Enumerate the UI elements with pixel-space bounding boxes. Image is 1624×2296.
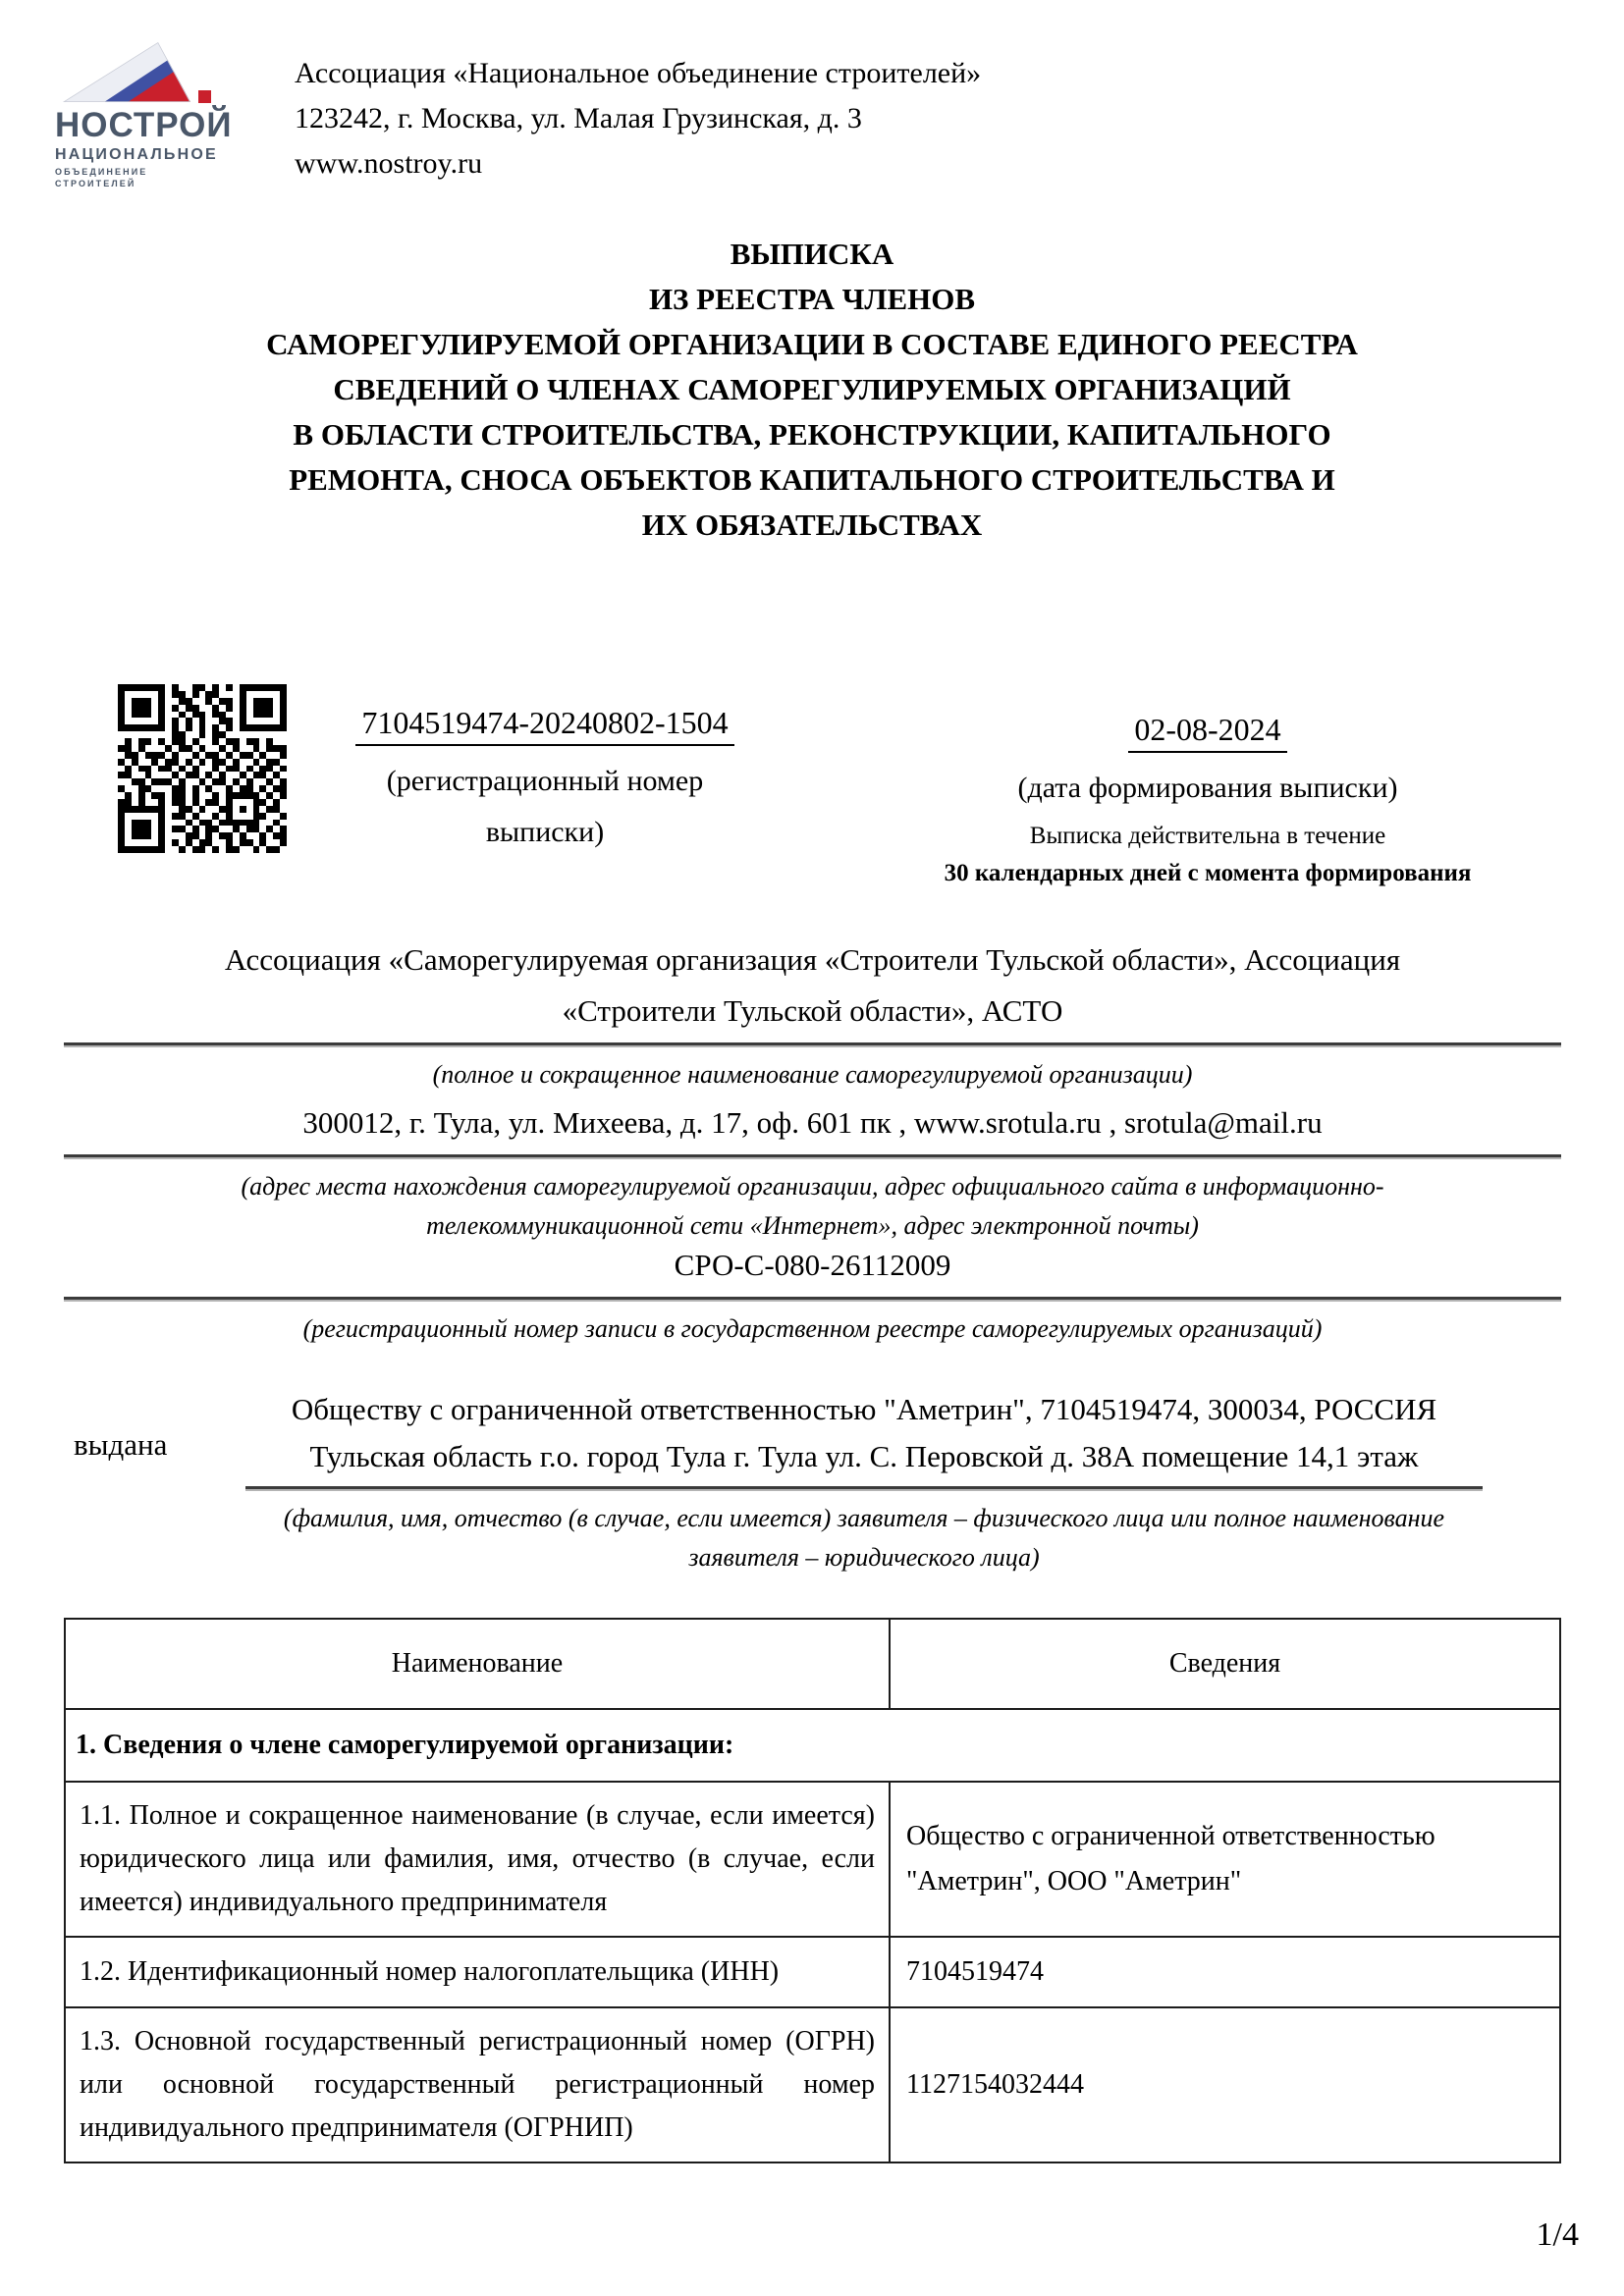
- page-number: 1/4: [1536, 2216, 1579, 2253]
- table-row: [65, 2007, 1560, 2163]
- extract-date: 02-08-2024: [1128, 712, 1286, 753]
- association-name: Ассоциация «Национальное объединение строителей»: [295, 57, 982, 89]
- title-line: ИХ ОБЯЗАТЕЛЬСТВАХ: [641, 507, 983, 542]
- issued-to-section: [64, 1386, 1561, 1577]
- underline-rule: [64, 1154, 1561, 1157]
- issued-caption-1: (фамилия, имя, отчество (в случае, если имеется) заявителя – физического лица или полное наименование: [283, 1504, 1445, 1532]
- association-address: 123242, г. Москва, ул. Малая Грузинская, д. 3: [295, 102, 862, 134]
- table-row: [65, 1782, 1560, 1937]
- extract-number-block: [275, 705, 815, 852]
- title-line: В ОБЛАСТИ СТРОИТЕЛЬСТВА, РЕКОНСТРУКЦИИ, КАПИТАЛЬНОГО: [293, 417, 1331, 452]
- document-title: [0, 232, 1624, 548]
- sro-name-line1: Ассоциация «Саморегулируемая организация «Строители Тульской области», Ассоциация: [224, 942, 1401, 977]
- column-header-name: Наименование: [65, 1619, 890, 1709]
- sro-address-field: [64, 1097, 1561, 1246]
- extract-date-block: [918, 712, 1497, 890]
- section-1-title: 1. Сведения о члене саморегулируемой организации:: [65, 1709, 1560, 1782]
- row-1-3-name: 1.3. Основной государственный регистрационный номер (ОГРН) или основной государственный регистрационный номер индивидуального предпринимателя (ОГРНИП): [65, 2007, 890, 2163]
- column-header-details: Сведения: [890, 1619, 1560, 1709]
- extract-date-caption: (дата формирования выписки): [1017, 772, 1398, 804]
- sro-address-caption-2: телекоммуникационной сети «Интернет», адрес электронной почты): [426, 1211, 1199, 1240]
- qr-code: [118, 684, 287, 853]
- row-1-1-name: 1.1. Полное и сокращенное наименование (в случае, если имеется) юридического лица или фамилия, имя, отчество (в случае, если имеется) индивидуального предпринимателя: [65, 1782, 890, 1937]
- sro-registry-field: [64, 1240, 1561, 1349]
- sro-registry-caption: (регистрационный номер записи в государственном реестре саморегулируемых организаций): [302, 1314, 1323, 1343]
- extract-number: 7104519474-20240802-1504: [355, 705, 733, 746]
- title-line: ИЗ РЕЕСТРА ЧЛЕНОВ: [648, 282, 976, 316]
- validity-note-1: Выписка действительна в течение: [1029, 823, 1386, 849]
- sro-name-line2: «Строители Тульской области», АСТО: [562, 993, 1063, 1028]
- mountain-flag-icon: [61, 39, 216, 106]
- validity-note-2: 30 календарных дней с момента формирования: [944, 860, 1472, 886]
- sro-registry-number: СРО-С-080-26112009: [674, 1248, 951, 1282]
- sro-name-caption: (полное и сокращенное наименование саморегулируемой организации): [432, 1060, 1193, 1089]
- title-line: РЕМОНТА, СНОСА ОБЪЕКТОВ КАПИТАЛЬНОГО СТРОИТЕЛЬСТВА И: [289, 462, 1335, 497]
- member-info-table: [64, 1618, 1561, 2163]
- title-line: СВЕДЕНИЙ О ЧЛЕНАХ САМОРЕГУЛИРУЕМЫХ ОРГАНИЗАЦИЙ: [333, 372, 1291, 406]
- row-1-1-value: Общество с ограниченной ответственностью "Аметрин", ООО "Аметрин": [890, 1782, 1560, 1937]
- sro-address-caption-1: (адрес места нахождения саморегулируемой организации, адрес официального сайта в информационно-: [241, 1172, 1384, 1201]
- table-section-row: [65, 1709, 1560, 1782]
- issued-line1: Обществу с ограниченной ответственностью "Аметрин", 7104519474, 300034, РОССИЯ: [291, 1392, 1437, 1426]
- row-1-2-name: 1.2. Идентификационный номер налогоплательщика (ИНН): [65, 1937, 890, 2007]
- underline-rule: [64, 1297, 1561, 1300]
- title-line: ВЫПИСКА: [730, 237, 894, 271]
- underline-rule: [245, 1486, 1483, 1489]
- issued-label: выдана: [74, 1427, 168, 1462]
- table-header-row: [65, 1619, 1560, 1709]
- issued-line2: Тульская область г.о. город Тула г. Тула ул. С. Перовской д. 38А помещение 14,1 этаж: [309, 1439, 1419, 1473]
- row-1-2-value: 7104519474: [890, 1937, 1560, 2007]
- title-line: САМОРЕГУЛИРУЕМОЙ ОРГАНИЗАЦИИ В СОСТАВЕ ЕДИНОГО РЕЕСТРА: [266, 327, 1358, 361]
- table-row: [65, 1937, 1560, 2007]
- issued-caption-2: заявителя – юридического лица): [688, 1543, 1040, 1572]
- row-1-3-value: 1127154032444: [890, 2007, 1560, 2163]
- underline-rule: [64, 1042, 1561, 1045]
- association-header: [295, 51, 981, 187]
- sro-address: 300012, г. Тула, ул. Михеева, д. 17, оф. 601 пк , www.srotula.ru , srotula@mail.ru: [302, 1105, 1323, 1140]
- extract-number-caption-1: (регистрационный номер: [386, 765, 704, 797]
- nostroy-logo: [55, 39, 233, 189]
- association-website: www.nostroy.ru: [295, 147, 483, 180]
- logo-subtitle-2: ОБЪЕДИНЕНИЕ СТРОИТЕЛЕЙ: [55, 167, 148, 188]
- logo-subtitle-1: НАЦИОНАЛЬНОЕ: [55, 146, 218, 163]
- logo-brand-text: НОСТРОЙ: [55, 106, 233, 144]
- extract-number-caption-2: выписки): [485, 816, 605, 848]
- sro-name-field: [64, 934, 1561, 1095]
